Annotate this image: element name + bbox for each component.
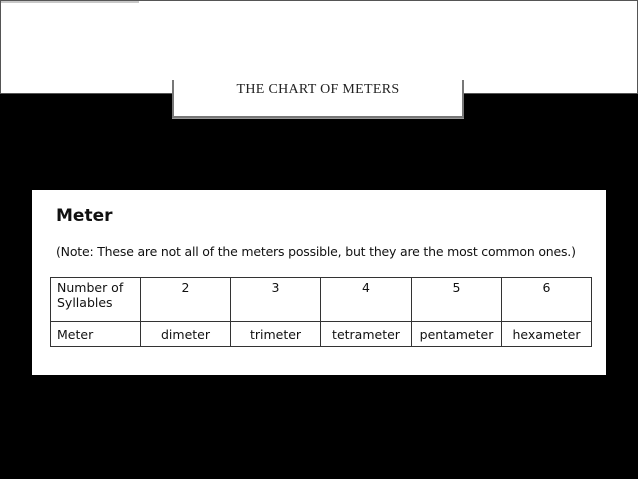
row-header-syllables: Number of Syllables (51, 278, 141, 322)
meter-cell: trimeter (231, 322, 321, 347)
meter-cell: pentameter (412, 322, 502, 347)
card-note: (Note: These are not all of the meters possible, but they are the most common ones.) (56, 244, 576, 259)
syllable-cell: 5 (412, 278, 502, 322)
table-row-syllables (51, 278, 592, 322)
meter-cell: hexameter (502, 322, 592, 347)
syllable-cell: 4 (321, 278, 412, 322)
syllable-cell: 2 (141, 278, 231, 322)
title-tab (172, 80, 464, 118)
meters-table (50, 277, 592, 347)
table-row-meter (51, 322, 592, 347)
meter-card (32, 190, 606, 375)
syllable-cell: 6 (502, 278, 592, 322)
syllable-cell: 3 (231, 278, 321, 322)
meter-cell: dimeter (141, 322, 231, 347)
meter-cell: tetrameter (321, 322, 412, 347)
slide-title: THE CHART OF METERS (236, 82, 400, 97)
top-band-mark (1, 1, 139, 3)
row-header-meter: Meter (51, 322, 141, 347)
card-heading: Meter (56, 206, 113, 226)
